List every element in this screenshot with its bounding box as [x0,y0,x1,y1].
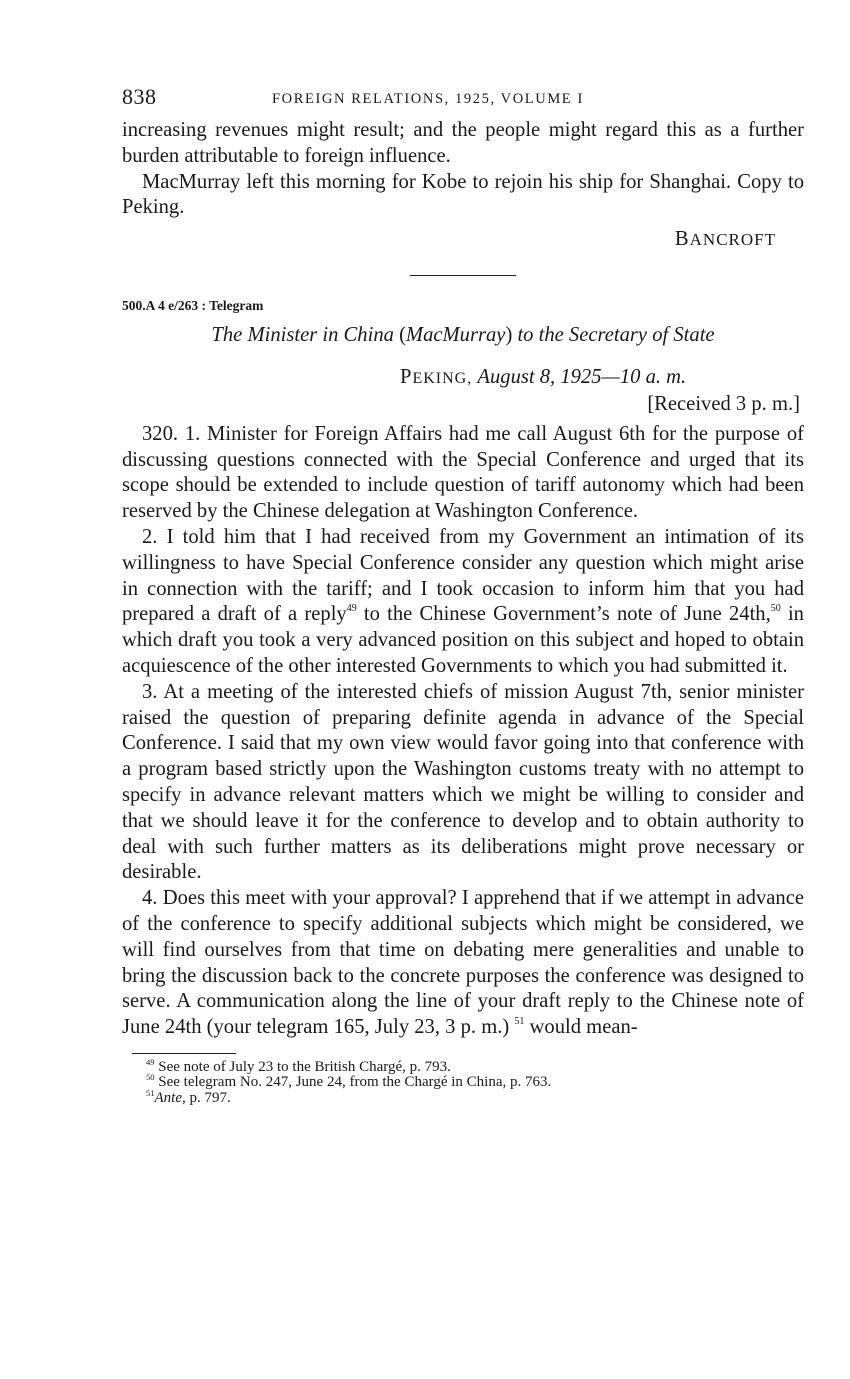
file-reference: 500.A 4 e/263 : Telegram [122,298,264,314]
footnote-number: 50 [146,1072,155,1083]
footnote-number: 49 [146,1056,155,1067]
footnote-text: See note of July 23 to the British Chargé, p. 793. [158,1058,451,1075]
place-rest: EKING, [412,370,473,388]
dateline [400,365,804,392]
heading-part1: The Minister in China [211,324,400,347]
footnote-ref-49: 49 [346,603,357,615]
footnote-ref-51: 51 [514,1016,525,1028]
paragraph-1: 320. 1. Minister for Foreign Affairs had me call August 6th for the purpose of discussing questions connected with the Special Conference and urged that its scope should be extended to include question of tariff autonomy which had been reserved by the Chinese delegation at Washington Conference. [122,422,804,523]
signature-rest: ANCROFT [689,230,776,250]
page-number: 838 [122,84,157,109]
footnote-51 [146,1087,804,1106]
paragraph-4 [122,886,804,1041]
paragraph-4b: would mean- [524,1016,638,1039]
footnote-49 [146,1056,804,1075]
dateline-date: August 8, 1925—10 a. m. [477,366,687,389]
paragraph-4a: 4. Does this meet with your approval? I apprehend that if we attempt in advance of the conference to specify additional subjects which might be considered, we will find ourselves from that time on debating mere generalities and unable to bring the discussion back to the concrete purposes the conference was designed to serve. A communication along the line of your draft reply to the Chinese note of June 24th (your telegram 165, July 23, 3 p. m.) [122,887,804,1039]
footnote-divider [132,1053,236,1054]
paragraph-2c: in which draft you took a very advanced position on this subject and hoped to obtain acquiescence of the other interested Governments to which you had submitted it. [122,603,804,677]
signature-bancroft [122,228,804,251]
running-header [122,84,804,118]
footnote-ref-50: 50 [770,603,781,615]
footnote-italic: Ante, [154,1089,186,1106]
place-initial: P [400,366,413,389]
footnote-50 [146,1072,804,1091]
paragraph-macmurray-left: MacMurray left this morning for Kobe to rejoin his ship for Shanghai. Copy to Peking. [122,170,804,219]
page [122,84,804,1106]
paragraph-continued: increasing revenues might result; and the people might regard this as a further burden attributable to foreign influence. [122,119,804,167]
heading-name: MacMurray [405,324,506,347]
heading-paren-close: ) [505,324,513,347]
heading-part2: to the Secretary of State [512,324,715,347]
paragraph-2 [122,525,804,680]
footnote-number: 51 [146,1087,155,1098]
signature-initial: B [674,228,690,251]
paragraph-2a: 2. I told him that I had received from my Government an intimation of its willingness to have Special Conference consider any question which might arise in connection with the tariff; and I took occasion to inform him that you had prepared a draft of a reply [122,525,804,626]
running-title: FOREIGN RELATIONS, 1925, VOLUME I [272,91,584,107]
section-divider [410,275,516,276]
paragraph-2b: to the Chinese Government’s note of June 24th, [356,603,771,626]
received-time: [Received 3 p. m.] [647,392,800,415]
footnote-text: See telegram No. 247, June 24, from the Chargé in China, p. 763. [158,1074,552,1091]
footnote-text: p. 797. [185,1089,231,1106]
document-heading [122,324,804,347]
heading-paren-open: ( [399,324,406,347]
paragraph-3: 3. At a meeting of the interested chiefs of mission August 7th, senior minister raised the question of preparing definite agenda in advance of the Special Conference. I said that my own view would favor going into that conference with a program based strictly upon the Washington customs treaty with no attempt to specify in advance relevant matters which we might be willing to consider and that we should leave it for the conference to develop and to obtain authority to deal with such further matters as its deliberations might prove necessary or desirable. [122,680,804,884]
dateline-place [400,366,473,389]
